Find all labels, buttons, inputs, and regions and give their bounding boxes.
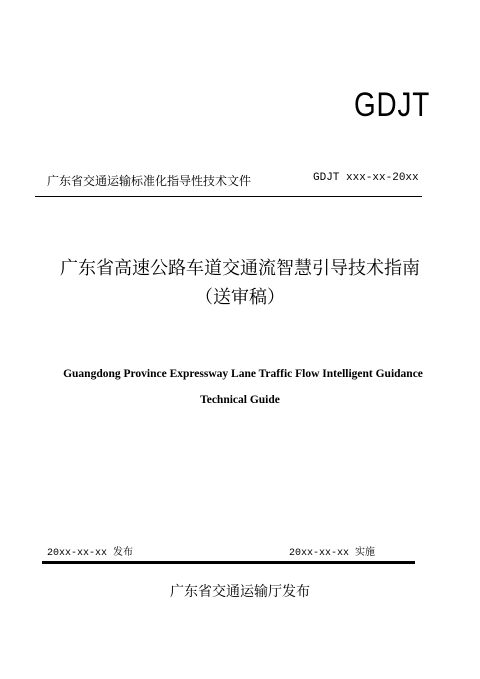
issue-date: 20xx-xx-xx 发布 [47,548,134,559]
header-divider [35,196,422,197]
standard-code: GDJT xxx-xx-20xx [313,172,419,184]
implementation-date: 20xx-xx-xx 实施 [289,548,376,559]
document-title-chinese: 广东省高速公路车道交通流智慧引导技术指南 [60,258,420,279]
document-title-english-line1: Guangdong Province Expressway Lane Traffic Flow Intelligent Guidance [63,368,423,380]
brand-mark: GDJT [354,86,431,124]
document-status: （送审稿） [195,287,285,308]
document-title-english-line2: Technical Guide [200,394,280,406]
footer-divider [42,561,415,564]
document-series-name: 广东省交通运输标准化指导性技术文件 [47,174,252,188]
publisher-line: 广东省交通运输厅发布 [170,584,310,600]
